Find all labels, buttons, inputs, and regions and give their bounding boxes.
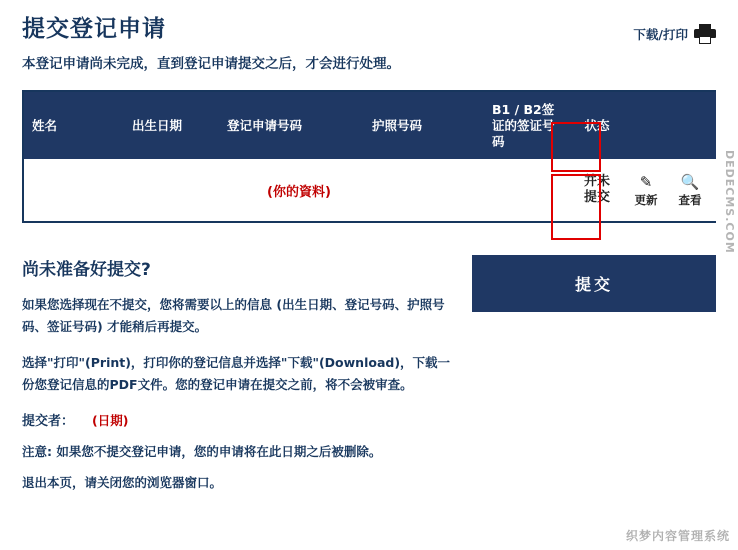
submitter-label: 提交者： [22, 413, 75, 429]
lower-section [0, 223, 738, 503]
section-subtitle: 尚未准备好提交? [22, 260, 151, 281]
deletion-note: 注意: 如果您不提交登记申请，您的申请将在此日期之后被删除。 [22, 443, 382, 459]
column-header-status: 状态 [574, 92, 620, 159]
table-row [24, 159, 716, 221]
submit-button[interactable]: 提交 [472, 255, 716, 312]
column-header-visa-number: B1 / B2签证的签证号码 [484, 92, 574, 159]
printer-icon[interactable] [694, 24, 716, 44]
page-title: 提交登记申请 [22, 16, 166, 42]
table-header-row [24, 92, 716, 159]
watermark-right: DEDECMS.COM [723, 150, 736, 254]
column-header-name: 姓名 [24, 92, 124, 159]
column-header-application-number: 登记申请号码 [219, 92, 364, 159]
row-actions [620, 159, 716, 221]
exit-note: 退出本页，请关闭您的浏览器窗口。 [22, 474, 223, 490]
view-button[interactable] [675, 174, 705, 207]
paragraph-two: 选择"打印"(Print)，打印你的登记信息并选择"下载"(Download)，下载一份您登记信息的PDF文件。您的登记申请在提交之前，将不会被审查。 [22, 354, 451, 392]
submitter-date: (日期) [92, 412, 129, 428]
watermark-bottom: 织梦内容管理系统 [625, 529, 730, 543]
registration-table [22, 90, 716, 223]
download-print-button[interactable] [633, 24, 716, 44]
update-label: 更新 [634, 192, 658, 207]
magnifier-icon: 🔍 [680, 172, 700, 191]
update-button[interactable] [631, 174, 661, 207]
submitter-row [22, 410, 452, 429]
pencil-icon: ✎ [639, 172, 653, 191]
intro-text: 本登记申请尚未完成，直到登记申请提交之后，才会进行处理。 [22, 56, 400, 72]
column-header-birthdate: 出生日期 [124, 92, 219, 159]
column-header-passport-number: 护照号码 [364, 92, 484, 159]
paragraph-one: 如果您选择现在不提交，您将需要以上的信息 (出生日期、登记号码、护照号码、签证号码) 才能稍后再提交。 [22, 297, 445, 334]
view-label: 查看 [678, 192, 702, 207]
your-data-placeholder: (你的資料) [24, 159, 574, 221]
download-print-label: 下载/打印 [633, 27, 688, 42]
status-badge: 并未提交 [574, 159, 620, 221]
submit-column [472, 245, 716, 503]
column-header-actions [620, 92, 716, 159]
page-header [0, 0, 738, 44]
info-column [22, 245, 452, 503]
